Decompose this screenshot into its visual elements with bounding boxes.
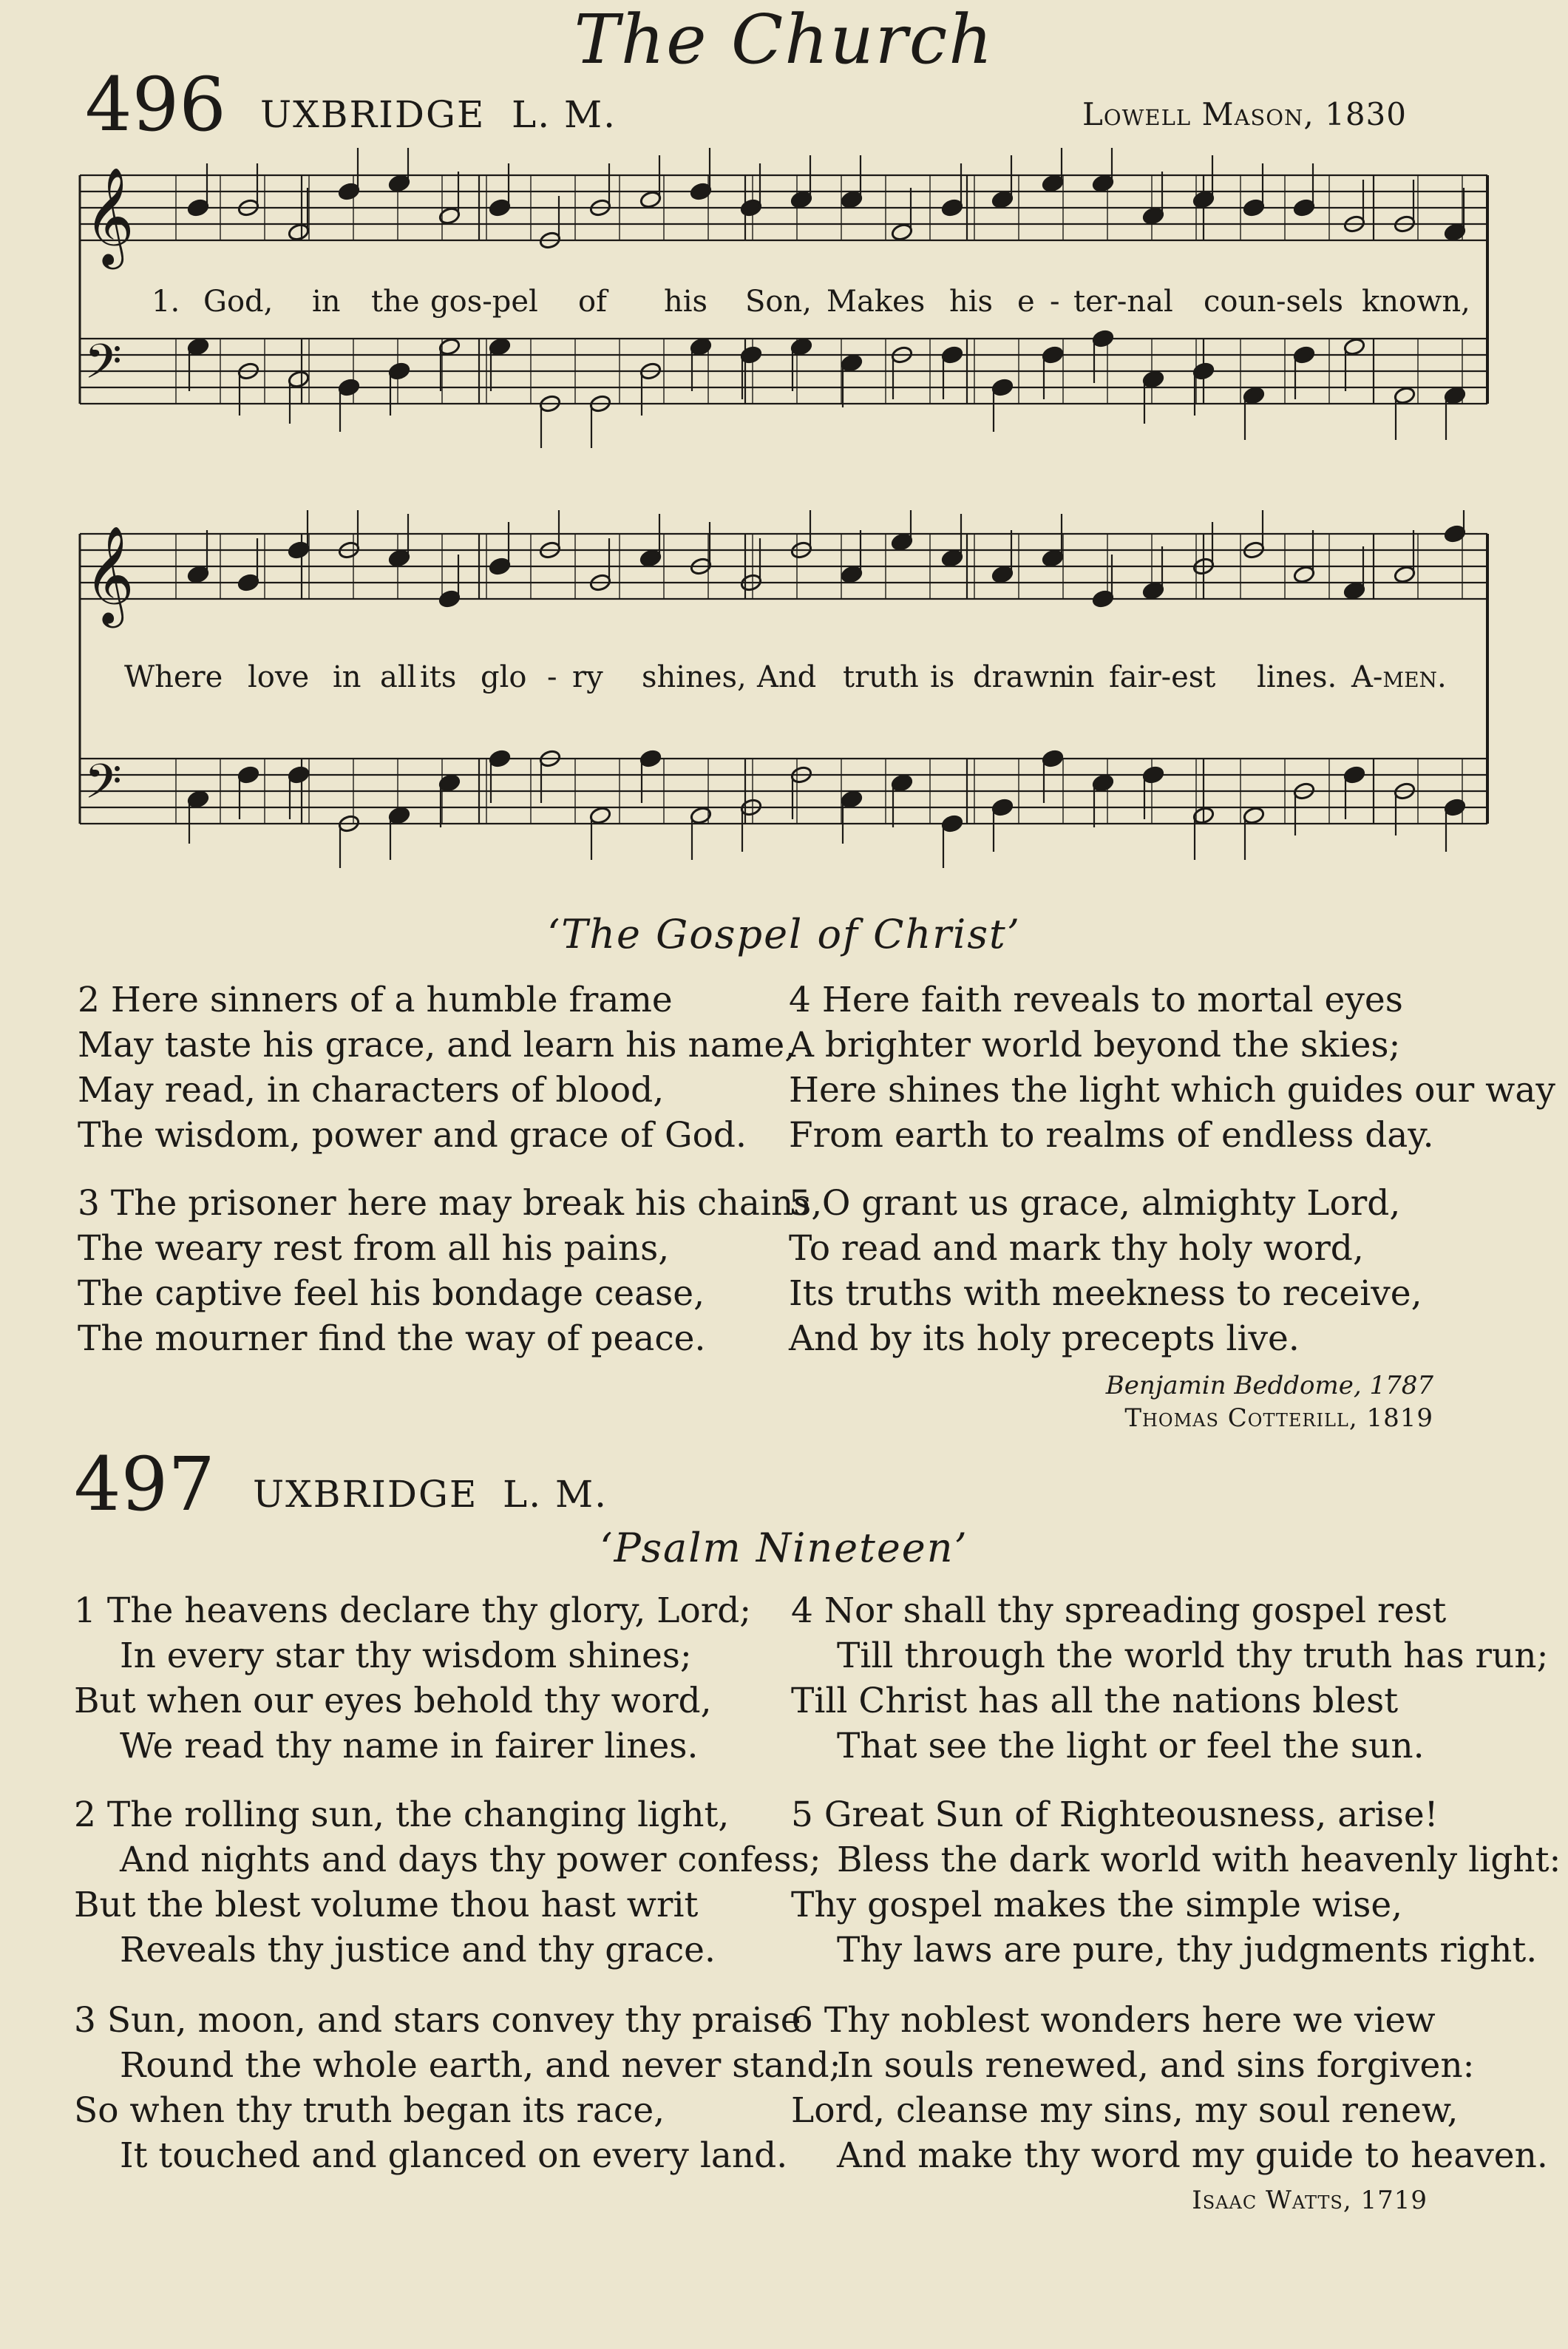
verse-line: May read, in characters of blood, (78, 1070, 665, 1111)
verse-line: 2 Here sinners of a humble frame (78, 980, 673, 1020)
verse-line: Till Christ has all the nations blest (791, 1681, 1399, 1721)
lyric-syllable: truth (843, 660, 919, 694)
quarter-note (1444, 524, 1467, 543)
quarter-note (489, 749, 512, 768)
quarter-note (941, 549, 964, 568)
verse-line: We read thy name in fairer lines. (120, 1726, 699, 1766)
quarter-note (1343, 765, 1366, 784)
lyric-syllable: lines. (1257, 660, 1337, 694)
quarter-note (1042, 549, 1065, 568)
quarter-note (841, 190, 863, 209)
lyric-syllable: its (420, 660, 457, 694)
hymn-number: 496 (85, 61, 226, 148)
quarter-note (991, 798, 1014, 817)
lyric-syllable: God, (203, 285, 274, 319)
author-credit (1106, 1369, 1433, 1434)
lyric-syllable: Son, (745, 285, 812, 319)
verse-line: Its truths with meekness to receive, (789, 1273, 1422, 1314)
quarter-note (740, 345, 763, 365)
quarter-note (288, 765, 310, 784)
tune-name: UXBRIDGE (260, 93, 486, 136)
lyric-syllable: ry (572, 660, 603, 694)
quarter-note (338, 378, 361, 397)
verse-line: To read and mark thy holy word, (789, 1228, 1364, 1269)
half-note (1243, 806, 1266, 825)
verse-line: Bless the dark world with heavenly light: (837, 1840, 1561, 1880)
quarter-note (388, 362, 411, 381)
verse-line: 3 The prisoner here may break his chains, (78, 1183, 823, 1224)
quarter-note (1092, 773, 1115, 793)
author-credit (1192, 2184, 1428, 2217)
stanza-3 (74, 1998, 841, 2178)
lyric-syllable: love (248, 660, 310, 694)
verse-line: So when thy truth began its race, (74, 2090, 665, 2131)
verse-line: Thy laws are pure, thy judgments right. (837, 1930, 1538, 1970)
verse-line: The weary rest from all his pains, (78, 1228, 670, 1269)
quarter-note (1092, 329, 1115, 348)
lyric-syllable: in (312, 285, 341, 319)
lyrics-line-2 (0, 660, 1568, 697)
verse-line: But the blest volume thou hast writ (74, 1885, 699, 1925)
quarter-note (690, 337, 713, 356)
quarter-note (1142, 765, 1165, 784)
verse-line: That see the light or feel the sun. (837, 1726, 1425, 1766)
quarter-note (991, 565, 1014, 584)
lyric-syllable: gos-pel (430, 285, 538, 319)
verse-line: In every star thy wisdom shines; (120, 1636, 692, 1676)
treble-clef-icon: 𝄞 (84, 525, 135, 623)
verse-line: Thy gospel makes the simple wise, (791, 1885, 1403, 1925)
quarter-note (489, 337, 512, 356)
lyric-syllable: Where (124, 660, 223, 694)
half-note (1394, 386, 1416, 405)
quarter-note (1243, 386, 1266, 405)
verse-line: Round the whole earth, and never stand; (120, 2045, 841, 2086)
lyric-syllable: 1. (152, 285, 180, 319)
quarter-note (187, 337, 210, 356)
quarter-note (1042, 174, 1065, 193)
lyric-syllable: of (578, 285, 607, 319)
quarter-note (187, 198, 210, 217)
half-note (288, 370, 310, 389)
lyric-syllable: - (1050, 285, 1060, 319)
quarter-note (489, 198, 512, 217)
half-note (438, 337, 461, 356)
lyric-syllable: coun-sels (1204, 285, 1344, 319)
verse-line: The mourner find the way of peace. (78, 1318, 706, 1359)
quarter-note (740, 198, 763, 217)
verse-line: 5 Great Sun of Righteousness, arise! (791, 1794, 1439, 1835)
quarter-note (639, 749, 662, 768)
stanza-4 (789, 977, 1555, 1158)
quarter-note (388, 549, 411, 568)
verse-line: 2 The rolling sun, the changing light, (74, 1794, 730, 1835)
half-note (891, 223, 914, 242)
half-note (1343, 337, 1366, 356)
hymn-subtitle: ‘The Gospel of Christ’ (547, 911, 1021, 957)
quarter-note (237, 573, 260, 592)
stanza-5 (789, 1181, 1422, 1361)
lyric-syllable: ter-nal (1073, 285, 1173, 319)
quarter-note (941, 814, 964, 833)
quarter-note (790, 190, 813, 209)
half-note (288, 223, 310, 242)
verse-line: 5 O grant us grace, almighty Lord, (789, 1183, 1401, 1224)
quarter-note (1142, 581, 1165, 600)
lyric-syllable: e (1017, 285, 1035, 319)
lyric-syllable: Makes (827, 285, 926, 319)
verse-line: In souls renewed, and sins forgiven: (837, 2045, 1475, 2086)
lyric-syllable: And (757, 660, 817, 694)
verse-line: Reveals thy justice and thy grace. (120, 1930, 716, 1970)
half-note (1293, 565, 1316, 584)
running-head: The Church (574, 0, 994, 79)
quarter-note (841, 565, 863, 584)
quarter-note (1293, 345, 1316, 365)
bass-clef-icon: 𝄢 (84, 333, 122, 401)
verse-line: Lord, cleanse my sins, my soul renew, (791, 2090, 1459, 2131)
half-note (1394, 565, 1416, 584)
verse-line: 1 The heavens declare thy glory, Lord; (74, 1590, 752, 1631)
quarter-note (237, 765, 260, 784)
meter: L. M. (512, 93, 617, 136)
lyric-syllable: is (930, 660, 955, 694)
quarter-note (1243, 198, 1266, 217)
lyric-syllable: all (380, 660, 417, 694)
verse-line: A brighter world beyond the skies; (789, 1025, 1401, 1065)
treble-clef-icon: 𝄞 (84, 166, 135, 265)
lyric-syllable: his (949, 285, 994, 319)
verse-line: The wisdom, power and grace of God. (78, 1115, 747, 1156)
quarter-note (1444, 223, 1467, 242)
verse-line: But when our eyes behold thy word, (74, 1681, 712, 1721)
lyric-syllable: the (371, 285, 420, 319)
quarter-note (1042, 345, 1065, 365)
lyric-syllable: - (547, 660, 557, 694)
quarter-note (438, 773, 461, 793)
quarter-note (891, 532, 914, 552)
quarter-note (187, 790, 210, 809)
lyric-syllable: in (1066, 660, 1095, 694)
quarter-note (1192, 362, 1215, 381)
verse-line: It touched and glanced on every land. (120, 2135, 788, 2176)
tune-name: UXBRIDGE (253, 1473, 478, 1516)
quarter-note (639, 549, 662, 568)
quarter-note (991, 190, 1014, 209)
verse-line: Till through the world thy truth has run; (837, 1636, 1549, 1676)
half-note (589, 806, 612, 825)
quarter-note (1444, 386, 1467, 405)
quarter-note (891, 773, 914, 793)
quarter-note (941, 198, 964, 217)
quarter-note (1042, 749, 1065, 768)
quarter-note (1343, 581, 1366, 600)
bass-clef-icon: 𝄢 (84, 753, 122, 821)
lyric-syllable: glo (481, 660, 527, 694)
verse-line: And make thy word my guide to heaven. (837, 2135, 1548, 2176)
hymn-subtitle: ‘Psalm Nineteen’ (600, 1525, 968, 1571)
quarter-note (187, 565, 210, 584)
verse-line: 3 Sun, moon, and stars convey thy praise (74, 2000, 801, 2041)
quarter-note (388, 806, 411, 825)
quarter-note (790, 337, 813, 356)
half-note (690, 806, 713, 825)
quarter-note (1293, 198, 1316, 217)
stanza-2 (78, 977, 795, 1158)
stanza-2 (74, 1792, 821, 1973)
stanza-1 (74, 1588, 751, 1769)
quarter-note (338, 182, 361, 201)
verse-line: And nights and days thy power confess; (120, 1840, 821, 1880)
quarter-note (1092, 174, 1115, 193)
quarter-note (1444, 798, 1467, 817)
lyric-syllable: shines, (642, 660, 747, 694)
verse-line: From earth to realms of endless day. (789, 1115, 1434, 1156)
stanza-5 (791, 1792, 1561, 1973)
verse-line: 4 Here faith reveals to mortal eyes (789, 980, 1403, 1020)
quarter-note (1092, 589, 1115, 609)
half-note (639, 190, 662, 209)
author-watts: Isaac Watts, 1719 (1192, 2186, 1428, 2215)
lyric-amen: A-men. (1351, 660, 1447, 694)
quarter-note (841, 353, 863, 373)
lyric-syllable: his (664, 285, 708, 319)
author-cotterill: Thomas Cotterill, 1819 (1124, 1403, 1433, 1433)
lyric-syllable: in (333, 660, 362, 694)
stanza-4 (791, 1588, 1548, 1769)
composer-credit: Lowell Mason, 1830 (1082, 96, 1407, 132)
quarter-note (388, 174, 411, 193)
quarter-note (1192, 190, 1215, 209)
lyric-syllable: drawn (973, 660, 1068, 694)
quarter-note (690, 182, 713, 201)
verse-line: 6 Thy noblest wonders here we view (791, 2000, 1436, 2041)
quarter-note (288, 540, 310, 560)
stanza-6 (791, 1998, 1548, 2178)
verse-line: 4 Nor shall thy spreading gospel rest (791, 1590, 1447, 1631)
stanza-3 (78, 1181, 822, 1361)
hymn-number: 497 (74, 1441, 215, 1528)
quarter-note (1142, 206, 1165, 226)
quarter-note (991, 378, 1014, 397)
lyrics-line-1 (0, 285, 1568, 322)
half-note (438, 206, 461, 226)
quarter-note (841, 790, 863, 809)
verse-line: Here shines the light which guides our way (789, 1070, 1555, 1111)
quarter-note (1142, 370, 1165, 389)
quarter-note (489, 557, 512, 576)
author-beddome: Benjamin Beddome, 1787 (1105, 1371, 1433, 1400)
lyric-syllable: fair-est (1109, 660, 1216, 694)
verse-line: May taste his grace, and learn his name, (78, 1025, 796, 1065)
lyric-syllable: known, (1362, 285, 1470, 319)
quarter-note (438, 589, 461, 609)
quarter-note (941, 345, 964, 365)
meter: L. M. (503, 1473, 608, 1516)
verse-line: And by its holy precepts live. (789, 1318, 1300, 1359)
verse-line: The captive feel his bondage cease, (78, 1273, 705, 1314)
